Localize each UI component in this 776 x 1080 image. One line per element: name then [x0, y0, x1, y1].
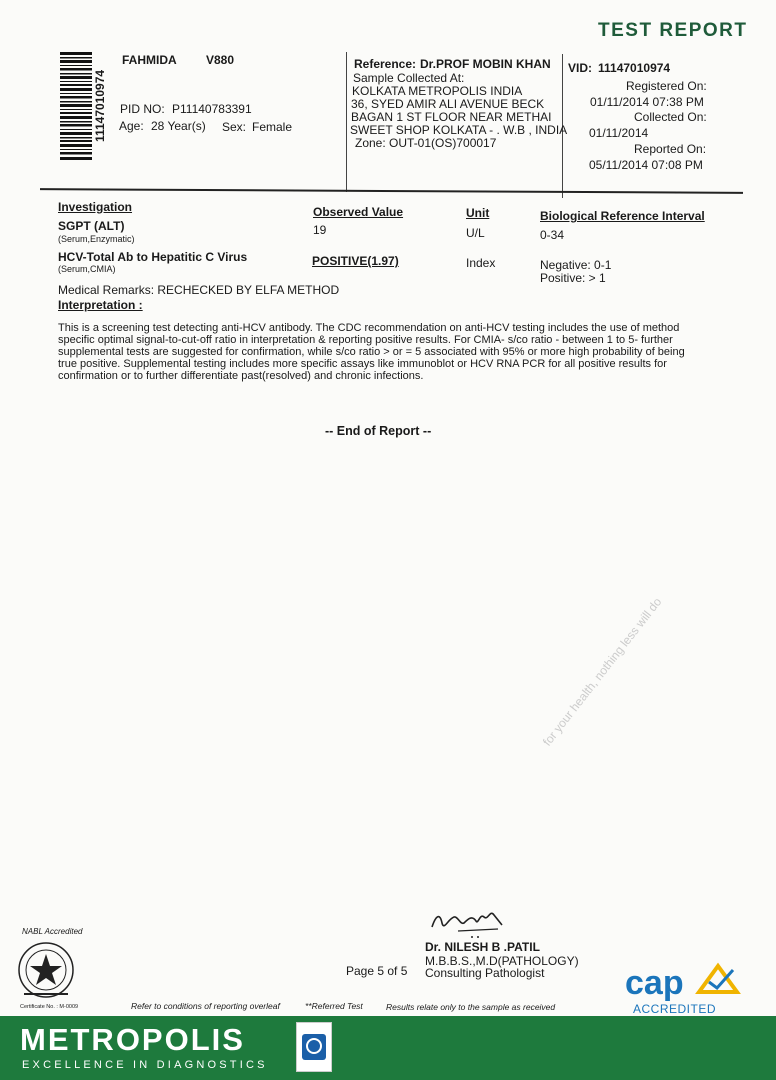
- test-reference-negative: Negative: 0-1: [540, 258, 612, 272]
- cap-check-icon: [695, 962, 741, 996]
- test-method: (Serum,Enzymatic): [58, 234, 135, 244]
- address-line: 36, SYED AMIR ALI AVENUE BECK: [351, 97, 545, 111]
- header-rule: [40, 188, 743, 194]
- patient-name: FAHMIDA: [122, 53, 177, 67]
- doctor-degree: M.B.B.S.,M.D(PATHOLOGY): [425, 954, 579, 968]
- vid-label: VID:: [568, 61, 592, 75]
- test-name: SGPT (ALT): [58, 219, 125, 233]
- quality-brands-icon: [301, 1033, 327, 1061]
- reported-value: 05/11/2014 07:08 PM: [589, 158, 703, 172]
- nabl-seal-icon: [16, 940, 76, 1002]
- col-reference: Biological Reference Interval: [540, 209, 705, 223]
- test-name: HCV-Total Ab to Hepatitic C Virus: [58, 250, 248, 264]
- doctor-name: Dr. NILESH B .PATIL: [425, 940, 540, 954]
- zone: Zone: OUT-01(OS)700017: [355, 136, 497, 150]
- test-value: POSITIVE(1.97): [312, 254, 399, 268]
- test-reference: 0-34: [540, 228, 565, 242]
- address-line: BAGAN 1 ST FLOOR NEAR METHAI: [351, 110, 552, 124]
- reference-doctor: Dr.PROF MOBIN KHAN: [420, 57, 551, 71]
- quality-brands-badge: [296, 1022, 332, 1072]
- medical-remarks: Medical Remarks: RECHECKED BY ELFA METHOD: [58, 283, 340, 297]
- test-reference-positive: Positive: > 1: [540, 271, 606, 285]
- patient-code: V880: [206, 53, 235, 67]
- test-value: 19: [313, 223, 327, 237]
- interpretation-text: This is a screening test detecting anti-HCV antibody. The CDC recommendation on anti-HCV testing includes the use of method specific optimal signal-to-cut-off ratio in interpretation & reporting positive results. For CMIA- s/co ratio - between 1 to 5- further supplemental tests are suggested for confirmation, while s/co ratio > or = 5 associated with 95% or more high probability of being true positive. Supplemental testing includes more specific assays like immunoblot or HCV RNA PCR for all positive results for confirmation or to further differentiate past(resolved) and chronic infections.: [58, 322, 685, 382]
- test-unit: U/L: [466, 226, 485, 240]
- reference-label: Reference:: [354, 57, 417, 71]
- col-investigation: Investigation: [58, 200, 133, 214]
- end-of-report: -- End of Report --: [325, 424, 432, 438]
- nabl-label: NABL Accredited: [22, 927, 83, 936]
- page-number: Page 5 of 5: [346, 964, 408, 978]
- age-value: 28 Year(s): [151, 119, 206, 133]
- col-unit: Unit: [466, 206, 490, 220]
- footer-note: Results relate only to the sample as received: [386, 1002, 556, 1012]
- divider: [346, 52, 347, 192]
- signature-scribble: [428, 905, 508, 941]
- report-title: TEST REPORT: [598, 20, 748, 41]
- sex-value: Female: [252, 120, 293, 134]
- address-line: SWEET SHOP KOLKATA - . W.B , INDIA: [350, 123, 568, 137]
- sex-label: Sex:: [222, 120, 247, 134]
- age-label: Age:: [119, 119, 144, 133]
- nabl-certificate: Certificate No. : M-0009: [20, 1004, 79, 1010]
- vid-value: 11147010974: [598, 61, 671, 75]
- test-unit: Index: [466, 256, 496, 270]
- address-line: KOLKATA METROPOLIS INDIA: [352, 84, 523, 98]
- test-method: (Serum,CMIA): [58, 264, 116, 274]
- cap-text: cap: [625, 964, 684, 1002]
- collected-label: Collected On:: [634, 110, 707, 124]
- metropolis-logo: METROPOLIS: [20, 1022, 245, 1057]
- cap-logo: [625, 962, 745, 1017]
- registered-value: 01/11/2014 07:38 PM: [590, 95, 704, 109]
- barcode: [60, 52, 92, 160]
- doctor-title: Consulting Pathologist: [425, 966, 545, 980]
- interpretation-label: Interpretation :: [58, 298, 143, 312]
- brand-tagline: EXCELLENCE IN DIAGNOSTICS: [22, 1059, 268, 1071]
- reported-label: Reported On:: [634, 142, 707, 156]
- col-observed: Observed Value: [313, 205, 404, 219]
- sample-collected-label: Sample Collected At:: [353, 71, 465, 85]
- footer-note: **Referred Test: [305, 1001, 363, 1011]
- collected-value: 01/11/2014: [589, 126, 649, 140]
- registered-label: Registered On:: [626, 79, 707, 93]
- watermark: for your health, nothing less will do: [540, 594, 665, 749]
- cap-accredited: ACCREDITED: [633, 1002, 717, 1016]
- footer-note: Refer to conditions of reporting overleaf: [131, 1001, 280, 1011]
- pid-label: PID NO:: [120, 102, 165, 116]
- pid-value: P11140783391: [172, 102, 252, 116]
- barcode-number: 11147010974: [93, 69, 107, 143]
